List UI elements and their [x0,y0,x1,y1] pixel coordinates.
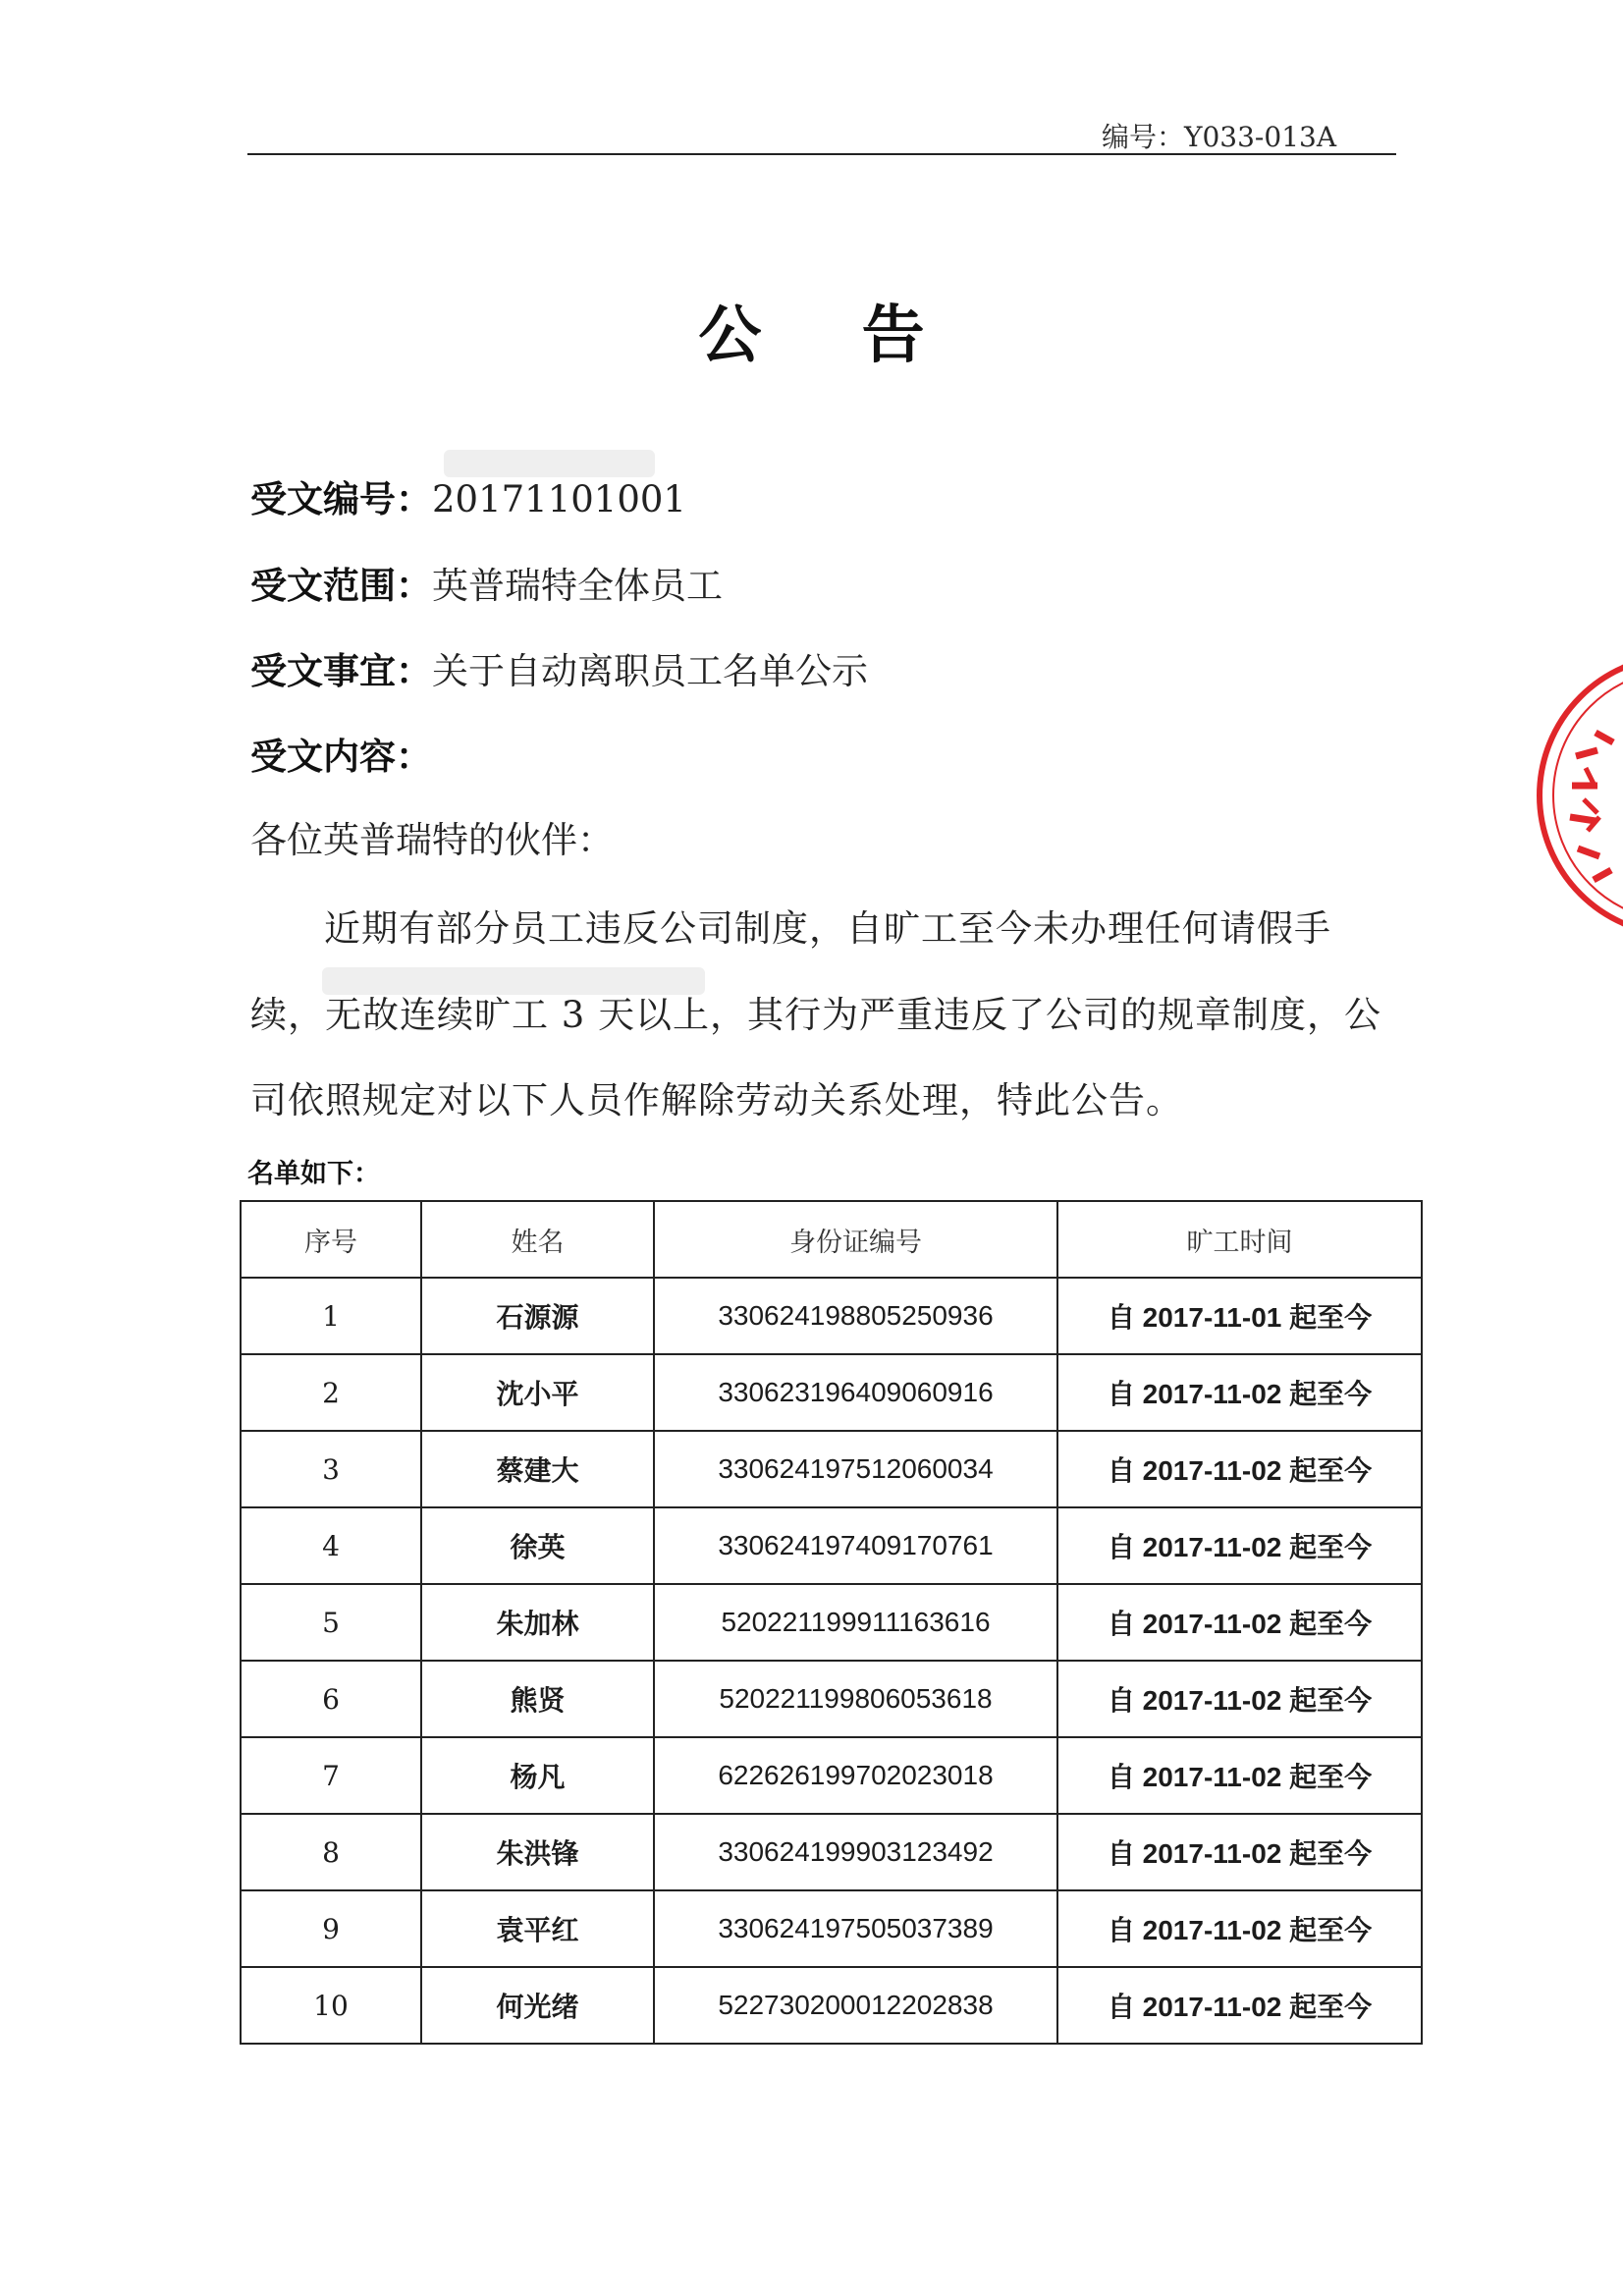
table-row [241,1814,1422,1890]
cell-name: 朱加林 [421,1584,654,1661]
cell-name: 石源源 [421,1278,654,1354]
company-seal-icon [1537,638,1623,953]
cell-time: 自 2017-11-01 起至今 [1057,1278,1422,1354]
field-value: 20171101001 [432,478,686,520]
cell-time: 自 2017-11-02 起至今 [1057,1354,1422,1431]
cell-id: 330624198805250936 [654,1278,1057,1354]
cell-id: 522730200012202838 [654,1967,1057,2044]
field-label: 受文内容： [250,735,432,778]
cell-no: 9 [241,1890,421,1967]
table-row [241,1278,1422,1354]
cell-time: 自 2017-11-02 起至今 [1057,1890,1422,1967]
column-header-name: 姓名 [421,1201,654,1278]
greeting: 各位英普瑞特的伙伴： [250,819,614,861]
field-content [250,727,432,780]
table-header-row [241,1201,1422,1278]
cell-name: 何光绪 [421,1967,654,2044]
table-row [241,1967,1422,2044]
body-line: 近期有部分员工违反公司制度，自旷工至今未办理任何请假手 [324,907,1331,950]
field-subject [250,641,868,694]
column-header-no: 序号 [241,1201,421,1278]
cell-no: 3 [241,1431,421,1507]
cell-no: 2 [241,1354,421,1431]
body-line: 司依照规定对以下人员作解除劳动关系处理，特此公告。 [250,1079,1183,1121]
table-row [241,1507,1422,1584]
cell-name: 徐英 [421,1507,654,1584]
cell-no: 4 [241,1507,421,1584]
table-row [241,1584,1422,1661]
field-label: 受文范围： [250,564,432,607]
cell-no: 6 [241,1661,421,1737]
cell-no: 10 [241,1967,421,2044]
table-row [241,1737,1422,1814]
cell-id: 330624197505037389 [654,1890,1057,1967]
dismissal-table [240,1200,1423,2045]
cell-time: 自 2017-11-02 起至今 [1057,1737,1422,1814]
field-value: 关于自动离职员工名单公示 [432,650,868,692]
cell-time: 自 2017-11-02 起至今 [1057,1814,1422,1890]
table-row [241,1661,1422,1737]
cell-id: 330624199903123492 [654,1814,1057,1890]
cell-time: 自 2017-11-02 起至今 [1057,1967,1422,2044]
cell-name: 蔡建大 [421,1431,654,1507]
cell-id: 520221199806053618 [654,1661,1057,1737]
cell-no: 1 [241,1278,421,1354]
cell-no: 5 [241,1584,421,1661]
header-divider [247,153,1396,155]
field-scope [250,556,723,609]
cell-id: 520221199911163616 [654,1584,1057,1661]
cell-id: 622626199702023018 [654,1737,1057,1814]
table-row [241,1354,1422,1431]
cell-name: 沈小平 [421,1354,654,1431]
cell-no: 7 [241,1737,421,1814]
cell-name: 袁平红 [421,1890,654,1967]
cell-name: 杨凡 [421,1737,654,1814]
cell-id: 330624197409170761 [654,1507,1057,1584]
document-number: 编号：Y033-013A [1102,121,1337,153]
column-header-absence: 旷工时间 [1057,1201,1422,1278]
cell-name: 朱洪锋 [421,1814,654,1890]
column-header-id: 身份证编号 [654,1201,1057,1278]
page-title: 公 告 [698,299,964,372]
field-value: 英普瑞特全体员工 [432,565,723,607]
field-label: 受文事宜： [250,649,432,692]
body-line: 续，无故连续旷工 3 天以上，其行为严重违反了公司的规章制度，公 [250,994,1382,1036]
cell-id: 330623196409060916 [654,1354,1057,1431]
table-row [241,1890,1422,1967]
cell-time: 自 2017-11-02 起至今 [1057,1584,1422,1661]
list-heading: 名单如下： [247,1159,380,1189]
cell-time: 自 2017-11-02 起至今 [1057,1507,1422,1584]
cell-time: 自 2017-11-02 起至今 [1057,1661,1422,1737]
field-label: 受文编号： [250,477,432,520]
cell-time: 自 2017-11-02 起至今 [1057,1431,1422,1507]
field-receipt-number [250,469,686,522]
cell-no: 8 [241,1814,421,1890]
cell-id: 330624197512060034 [654,1431,1057,1507]
cell-name: 熊贤 [421,1661,654,1737]
table-row [241,1431,1422,1507]
